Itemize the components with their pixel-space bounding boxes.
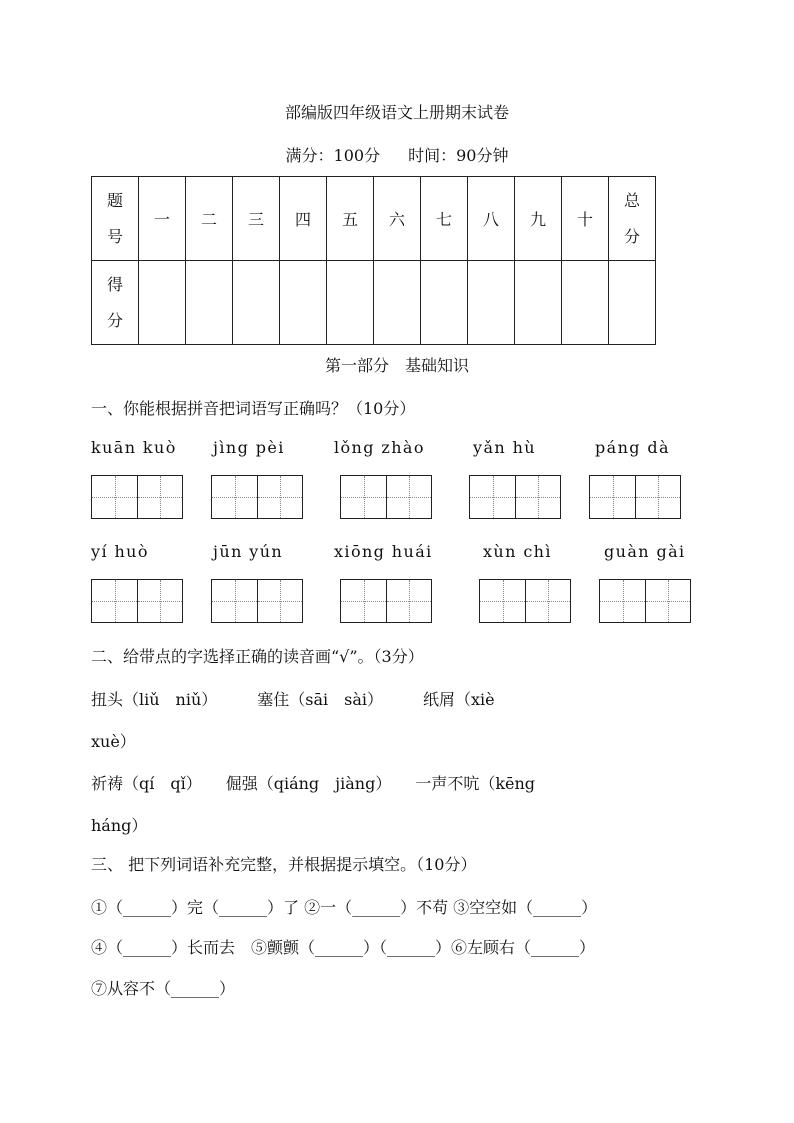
writing-grid[interactable] [211, 579, 303, 623]
writing-cell[interactable] [480, 580, 525, 622]
writing-cell[interactable] [137, 476, 182, 518]
column-8: 八 [468, 177, 515, 261]
writing-cell[interactable] [386, 476, 431, 518]
writing-cell[interactable] [386, 580, 431, 622]
score-table-header-row [92, 177, 656, 261]
score-cell[interactable] [280, 261, 327, 345]
pinyin-label: yǎn hù [473, 438, 536, 457]
score-label-char: 得 [106, 274, 123, 294]
question-3-line: ④（______）长而去 ⑤颤颤（______）（______）⑥左顾右（______） [91, 938, 596, 957]
writing-cell[interactable] [645, 580, 690, 622]
column-1: 一 [139, 177, 186, 261]
question-3-title: 三、 把下列词语补充完整，并根据提示填空。（10分） [91, 855, 477, 874]
score-cell[interactable] [421, 261, 468, 345]
question-1-title: 一、你能根据拼音把词语写正确吗？（10分） [91, 399, 416, 418]
writing-grid[interactable] [91, 579, 183, 623]
question-2-line: 祈祷（qí qǐ） 倔强（qiáng jiàng） 一声不吭（kēng [91, 774, 536, 793]
writing-grid[interactable] [340, 579, 432, 623]
score-cell[interactable] [186, 261, 233, 345]
writing-cell[interactable] [341, 476, 386, 518]
score-label-char: 分 [106, 310, 123, 330]
pinyin-label: guàn gài [604, 542, 686, 561]
writing-cell[interactable] [257, 476, 302, 518]
score-cell[interactable] [233, 261, 280, 345]
header-label-char: 题 [106, 190, 123, 210]
column-4: 四 [280, 177, 327, 261]
column-7: 七 [421, 177, 468, 261]
writing-cell[interactable] [590, 476, 635, 518]
column-5: 五 [327, 177, 374, 261]
column-3: 三 [233, 177, 280, 261]
total-score-cell[interactable] [609, 261, 656, 345]
writing-cell[interactable] [92, 476, 137, 518]
pinyin-label: xùn chì [483, 542, 552, 561]
score-cell[interactable] [562, 261, 609, 345]
column-10: 十 [562, 177, 609, 261]
column-6: 六 [374, 177, 421, 261]
header-label-char: 号 [106, 226, 123, 246]
writing-cell[interactable] [515, 476, 560, 518]
score-table-score-row [92, 261, 656, 345]
writing-grid[interactable] [211, 475, 303, 519]
writing-cell[interactable] [212, 476, 257, 518]
writing-grid[interactable] [469, 475, 561, 519]
total-label-cell [609, 177, 656, 261]
pinyin-label: lǒng zhào [334, 438, 425, 457]
question-2-title: 二、给带点的字选择正确的读音画“√”。（3分） [91, 647, 424, 666]
pinyin-label: jūn yún [213, 542, 284, 561]
header-label-cell [92, 177, 139, 261]
writing-grid[interactable] [91, 475, 183, 519]
exam-time: 时间：90分钟 [408, 146, 509, 165]
writing-grid[interactable] [340, 475, 432, 519]
writing-cell[interactable] [525, 580, 570, 622]
question-2-line: 扭头（liǔ niǔ） 塞住（sāi sài） 纸屑（xiè [91, 690, 495, 709]
pinyin-label: jìng pèi [213, 438, 285, 457]
question-3-line: ⑦从容不（______） [91, 979, 236, 998]
score-label-cell [92, 261, 139, 345]
pinyin-label: yí huò [91, 542, 149, 561]
section-part: 第一部分 [324, 356, 389, 375]
column-9: 九 [515, 177, 562, 261]
writing-cell[interactable] [212, 580, 257, 622]
writing-cell[interactable] [600, 580, 645, 622]
score-table [91, 176, 656, 345]
question-2-line: xuè） [91, 732, 136, 751]
pinyin-label: kuān kuò [91, 438, 177, 457]
score-cell[interactable] [327, 261, 374, 345]
writing-cell[interactable] [257, 580, 302, 622]
section-title [0, 353, 794, 376]
question-2-line: háng） [91, 816, 148, 835]
pinyin-label: xiōng huái [334, 542, 433, 561]
question-3-line: ①（______）完（______）了 ②一（______）不苟 ③空空如（______） [91, 898, 598, 917]
writing-cell[interactable] [635, 476, 680, 518]
pinyin-label: páng dà [595, 438, 670, 457]
total-label-char: 分 [623, 226, 640, 246]
writing-grid[interactable] [479, 579, 571, 623]
score-cell[interactable] [515, 261, 562, 345]
score-cell[interactable] [374, 261, 421, 345]
score-cell[interactable] [468, 261, 515, 345]
column-2: 二 [186, 177, 233, 261]
page-title: 部编版四年级语文上册期末试卷 [284, 103, 509, 122]
score-cell[interactable] [139, 261, 186, 345]
section-name: 基础知识 [405, 356, 470, 375]
exam-info [0, 143, 794, 166]
total-label-char: 总 [623, 190, 640, 210]
writing-cell[interactable] [341, 580, 386, 622]
writing-cell[interactable] [137, 580, 182, 622]
writing-cell[interactable] [470, 476, 515, 518]
writing-cell[interactable] [92, 580, 137, 622]
writing-grid[interactable] [589, 475, 681, 519]
writing-grid[interactable] [599, 579, 691, 623]
full-score: 满分：100分 [285, 146, 381, 165]
